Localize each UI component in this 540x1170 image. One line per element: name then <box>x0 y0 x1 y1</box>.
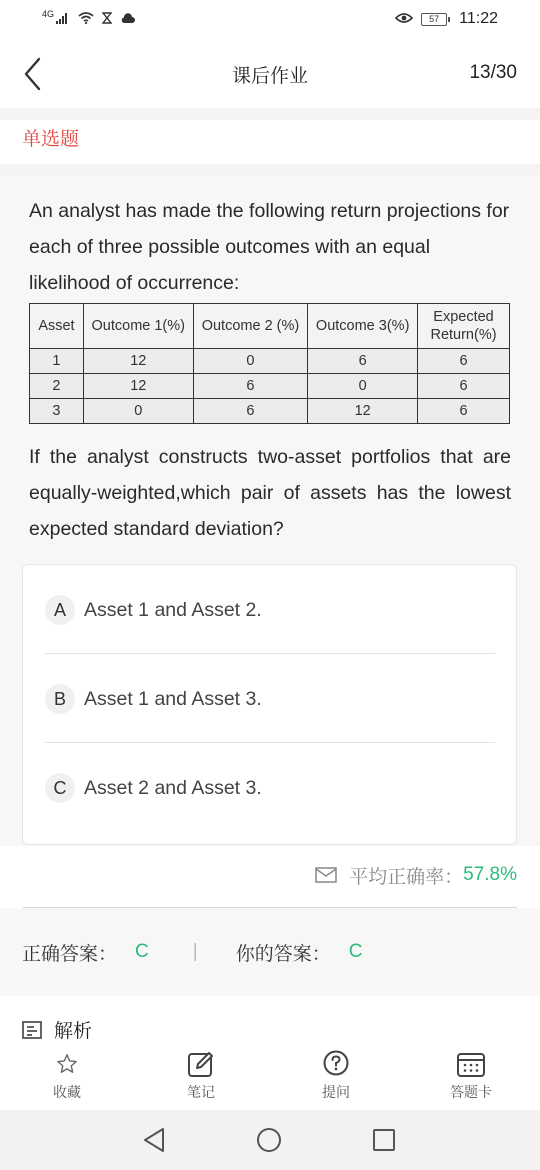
document-icon <box>22 1021 42 1039</box>
star-icon <box>56 1048 78 1080</box>
chevron-left-icon <box>23 57 43 91</box>
table-row <box>30 374 510 399</box>
table-header-cell: Outcome 2 (%) <box>193 304 308 349</box>
nav-recents-button[interactable] <box>368 1124 400 1156</box>
table-cell: 6 <box>418 399 510 424</box>
analysis-label: 解析 <box>54 1021 93 1042</box>
option-letter: A <box>45 595 75 625</box>
table-header-row <box>30 304 510 349</box>
table-cell: 6 <box>308 349 418 374</box>
option-c[interactable] <box>45 744 495 832</box>
table-header-cell: Asset <box>30 304 84 349</box>
question-intro: An analyst has made the following return projections for each of three possible outcomes with an equal likelihood of occurrence: <box>29 200 510 294</box>
table-cell: 6 <box>193 374 308 399</box>
battery-icon: 57 <box>421 13 447 26</box>
tab-favorite[interactable] <box>22 1048 112 1110</box>
table-cell: 12 <box>83 374 193 399</box>
option-a[interactable] <box>45 566 495 654</box>
option-text: Asset 1 and Asset 2. <box>84 598 262 621</box>
table-cell: 6 <box>193 399 308 424</box>
tab-label: 提问 <box>322 1084 350 1100</box>
data-table <box>29 303 510 424</box>
answer-row <box>0 908 540 996</box>
tab-label: 收藏 <box>53 1084 81 1100</box>
question-icon <box>322 1048 350 1080</box>
wifi-icon <box>78 11 94 28</box>
your-answer-label: 你的答案： <box>235 943 331 965</box>
question-type: 单选题 <box>22 129 80 150</box>
table-cell: 0 <box>193 349 308 374</box>
option-divider <box>45 653 495 654</box>
tab-answer-card[interactable] <box>426 1048 516 1110</box>
nav-home-button[interactable] <box>253 1124 285 1156</box>
table-header-cell: Expected Return(%) <box>418 304 510 349</box>
correct-answer-value: C <box>135 941 149 962</box>
table-cell: 0 <box>83 399 193 424</box>
triangle-back-icon <box>142 1127 166 1153</box>
section-gap <box>0 108 540 120</box>
hourglass-icon <box>102 11 112 28</box>
accuracy-label: 平均正确率： <box>349 866 464 888</box>
table-row <box>30 399 510 424</box>
option-b[interactable] <box>45 655 495 743</box>
nav-back-button[interactable] <box>138 1124 170 1156</box>
table-header-cell: Outcome 3(%) <box>308 304 418 349</box>
accuracy-stat <box>0 850 540 900</box>
eye-icon <box>395 11 413 28</box>
option-letter: B <box>45 684 75 714</box>
option-text: Asset 1 and Asset 3. <box>84 687 262 710</box>
network-type: 4G <box>42 9 55 19</box>
back-button[interactable] <box>16 54 50 94</box>
status-left <box>42 11 136 28</box>
note-edit-icon <box>187 1048 215 1080</box>
header <box>0 40 540 108</box>
status-right <box>395 10 498 28</box>
option-divider <box>45 742 495 743</box>
table-cell: 6 <box>418 374 510 399</box>
question-prompt: If the analyst constructs two-asset portfolios that are equally-weighted,which pair of assets has the lowest expected standard deviation? <box>29 446 511 540</box>
table-header-cell: Outcome 1(%) <box>83 304 193 349</box>
cloud-icon <box>120 11 136 28</box>
system-nav-bar <box>0 1110 540 1170</box>
accuracy-value: 57.8% <box>463 864 517 885</box>
answer-card-icon <box>456 1048 486 1080</box>
analysis-header[interactable] <box>22 1016 92 1043</box>
table-cell: 12 <box>83 349 193 374</box>
status-bar <box>0 0 540 38</box>
tab-notes[interactable] <box>156 1048 246 1110</box>
mail-icon <box>315 866 337 884</box>
circle-home-icon <box>256 1127 282 1153</box>
square-recents-icon <box>372 1128 396 1152</box>
table-cell: 3 <box>30 399 84 424</box>
table-cell: 0 <box>308 374 418 399</box>
your-answer-value: C <box>348 941 363 962</box>
question-area <box>0 176 540 846</box>
tab-label: 笔记 <box>187 1084 215 1100</box>
correct-answer-label: 正确答案： <box>22 943 118 965</box>
tab-label: 答题卡 <box>450 1084 492 1100</box>
table-cell: 6 <box>418 349 510 374</box>
answer-separator: | <box>192 941 198 962</box>
question-progress: 13/30 <box>469 62 517 83</box>
section-gap <box>0 164 540 176</box>
table-cell: 2 <box>30 374 84 399</box>
table-row <box>30 349 510 374</box>
table-cell: 1 <box>30 349 84 374</box>
tab-ask[interactable] <box>291 1048 381 1110</box>
options-card <box>22 564 517 845</box>
option-letter: C <box>45 773 75 803</box>
clock: 11:22 <box>459 10 498 27</box>
signal-icon <box>56 11 70 28</box>
option-text: Asset 2 and Asset 3. <box>84 776 262 799</box>
table-cell: 12 <box>308 399 418 424</box>
bottom-action-bar <box>0 1048 540 1110</box>
page-title: 课后作业 <box>231 65 308 87</box>
